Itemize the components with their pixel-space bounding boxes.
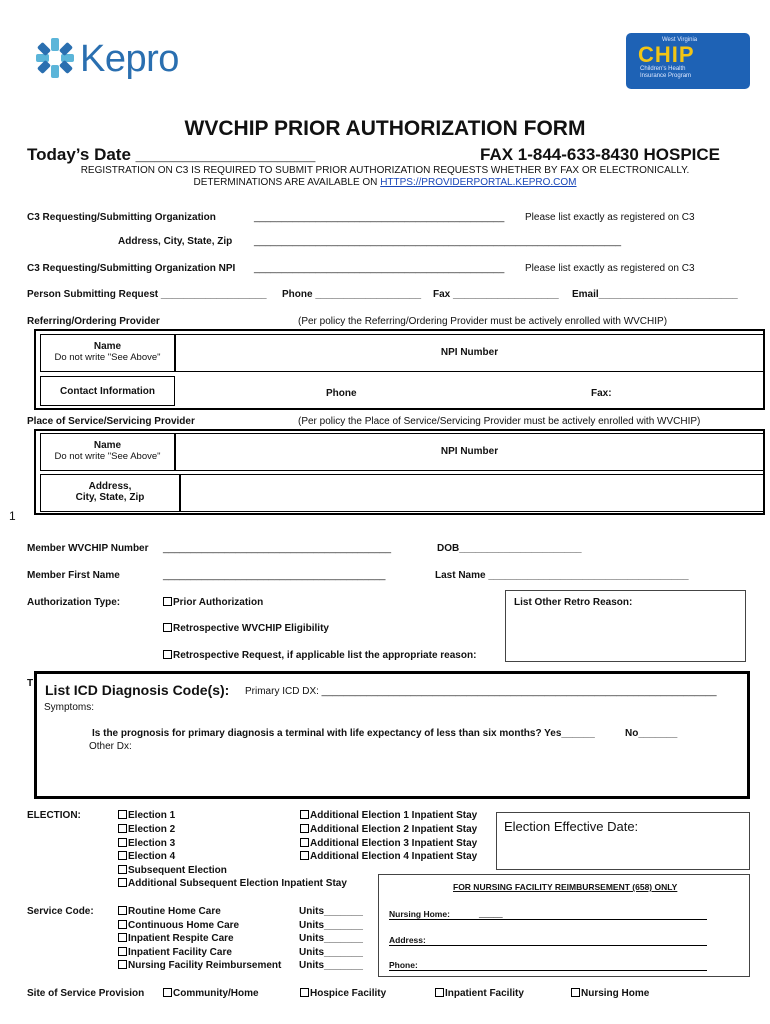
- units-field[interactable]: Units_______: [299, 933, 363, 944]
- additional-election-2[interactable]: [300, 824, 477, 835]
- election-option-label: Election 4: [128, 851, 176, 862]
- referring-name-sub: Do not write "See Above": [54, 352, 161, 363]
- kepro-wordmark: Kepro: [80, 38, 179, 80]
- election-effective-date-label: Election Effective Date:: [504, 819, 639, 834]
- election-option-subsequent[interactable]: [118, 865, 227, 876]
- servicing-name-sub: Do not write "See Above": [54, 451, 161, 462]
- member-first-label: Member First Name: [27, 570, 120, 581]
- member-number-field[interactable]: _________________________________________: [163, 543, 392, 554]
- service-inpatient-respite-care[interactable]: [118, 933, 234, 944]
- page-number: 1: [9, 509, 16, 523]
- site-of-service-label: Site of Service Provision: [27, 988, 145, 999]
- site-inpatient-facility[interactable]: [435, 988, 524, 999]
- nursing-home-underline[interactable]: [389, 919, 707, 920]
- checkbox-icon[interactable]: [118, 933, 127, 942]
- site-option-label: Inpatient Facility: [445, 988, 524, 999]
- nursing-address-underline[interactable]: [389, 945, 707, 946]
- additional-election-4[interactable]: [300, 851, 477, 862]
- additional-election-label: Additional Election 3 Inpatient Stay: [310, 838, 478, 849]
- servicing-npi-label: NPI Number: [440, 446, 499, 457]
- registration-notice: REGISTRATION ON C3 IS REQUIRED TO SUBMIT PRIOR AUTHORIZATION REQUESTS WHETHER BY FAX OR ELECTRONICALLY.: [80, 165, 690, 176]
- service-nursing-facility-reimbursement[interactable]: [118, 960, 281, 971]
- kepro-star-icon: [34, 36, 76, 80]
- service-option-label: Inpatient Respite Care: [128, 933, 234, 944]
- last-name-field[interactable]: Last Name ____________________________________: [435, 570, 689, 581]
- site-option-label: Hospice Facility: [310, 988, 387, 999]
- symptoms-label: Symptoms:: [44, 702, 95, 713]
- chip-logo-top-text: West Virginia: [662, 37, 698, 43]
- service-inpatient-facility-care[interactable]: [118, 947, 232, 958]
- checkbox-icon[interactable]: [118, 878, 127, 887]
- fax-number: FAX 1-844-633-8430 HOSPICE: [480, 145, 721, 164]
- org-label: C3 Requesting/Submitting Organization: [27, 212, 216, 223]
- checkbox-icon[interactable]: [118, 906, 127, 915]
- servicing-address-cell: [40, 474, 180, 512]
- election-option-4[interactable]: [118, 851, 175, 862]
- referring-contact-cell: [40, 376, 175, 406]
- additional-election-label: Additional Election 2 Inpatient Stay: [310, 824, 478, 835]
- referring-npi-label: NPI Number: [440, 347, 499, 358]
- submitter-fax-field[interactable]: Fax ___________________: [433, 289, 559, 300]
- determinations-prefix: DETERMINATIONS ARE AVAILABLE ON: [193, 177, 381, 188]
- referring-phone-label: Phone: [326, 388, 357, 399]
- retro-reason-box[interactable]: [505, 590, 746, 662]
- referring-note: (Per policy the Referring/Ordering Provider must be actively enrolled with WVCHIP): [298, 316, 668, 327]
- org-npi-note: Please list exactly as registered on C3: [525, 263, 695, 274]
- checkbox-icon[interactable]: [118, 851, 127, 860]
- site-hospice-facility[interactable]: [300, 988, 386, 999]
- retro-reason-label: List Other Retro Reason:: [514, 597, 633, 608]
- icd-title: List ICD Diagnosis Code(s):: [45, 682, 230, 698]
- auth-option-prior-label: Prior Authorization: [173, 597, 264, 608]
- site-option-label: Nursing Home: [581, 988, 650, 999]
- additional-election-label: Additional Election 4 Inpatient Stay: [310, 851, 478, 862]
- checkbox-icon[interactable]: [118, 920, 127, 929]
- checkbox-icon[interactable]: [163, 988, 172, 997]
- site-option-label: Community/Home: [173, 988, 259, 999]
- org-npi-field[interactable]: _____________________________________________: [254, 263, 505, 274]
- checkbox-icon[interactable]: [300, 838, 309, 847]
- additional-election-1[interactable]: [300, 810, 477, 821]
- checkbox-icon[interactable]: [300, 810, 309, 819]
- election-option-additional-subsequent[interactable]: [118, 878, 347, 889]
- person-submitting-field[interactable]: Person Submitting Request ___________________: [27, 289, 267, 300]
- org-npi-label: C3 Requesting/Submitting Organization NPI: [27, 263, 236, 274]
- nursing-home-field[interactable]: _____: [479, 908, 503, 918]
- member-first-field[interactable]: ________________________________________: [163, 570, 386, 581]
- icd-diagnosis-box[interactable]: [34, 671, 750, 799]
- units-field[interactable]: Units_______: [299, 947, 363, 958]
- org-field[interactable]: _____________________________________________: [254, 212, 505, 223]
- servicing-address-input[interactable]: [180, 474, 764, 512]
- election-option-label: Subsequent Election: [128, 865, 227, 876]
- checkbox-icon[interactable]: [435, 988, 444, 997]
- election-option-label: Election 3: [128, 838, 176, 849]
- checkbox-icon[interactable]: [163, 650, 172, 659]
- org-note: Please list exactly as registered on C3: [525, 212, 695, 223]
- chip-logo-sub2: Insurance Program: [640, 73, 692, 79]
- primary-icd-field[interactable]: Primary ICD DX: _______________________________________________________________________: [245, 686, 717, 697]
- nursing-facility-box: [378, 874, 750, 977]
- referring-npi-cell[interactable]: [175, 334, 764, 372]
- chip-logo-wordmark: CHIP: [638, 42, 695, 67]
- checkbox-icon[interactable]: [163, 597, 172, 606]
- chip-logo: [626, 33, 750, 89]
- units-field[interactable]: Units_______: [299, 960, 363, 971]
- referring-contact-label: Contact Information: [60, 386, 155, 397]
- referring-label: Referring/Ordering Provider: [27, 316, 160, 327]
- units-field[interactable]: Units_______: [299, 906, 363, 917]
- auth-option-retro-request-label: Retrospective Request, if applicable list the appropriate reason:: [173, 650, 477, 661]
- service-option-label: Nursing Facility Reimbursement: [128, 960, 282, 971]
- election-option-3[interactable]: [118, 838, 175, 849]
- additional-election-label: Additional Election 1 Inpatient Stay: [310, 810, 478, 821]
- member-number-label: Member WVCHIP Number: [27, 543, 149, 554]
- election-option-label: Additional Subsequent Election Inpatient Stay: [128, 878, 347, 889]
- election-effective-date-box[interactable]: [496, 812, 750, 870]
- checkbox-icon[interactable]: [300, 851, 309, 860]
- servicing-address-label: Address,: [88, 481, 132, 492]
- referring-name-label: Name: [93, 341, 122, 352]
- other-dx-label: Other Dx:: [89, 741, 132, 752]
- nursing-facility-title: FOR NURSING FACILITY REIMBURSEMENT (658) ONLY: [453, 882, 678, 892]
- checkbox-icon[interactable]: [300, 824, 309, 833]
- service-option-label: Continuous Home Care: [128, 920, 240, 931]
- service-routine-home-care[interactable]: [118, 906, 221, 917]
- checkbox-icon[interactable]: [118, 960, 127, 969]
- service-option-label: Inpatient Facility Care: [128, 947, 232, 958]
- election-option-label: Election 2: [128, 824, 176, 835]
- servicing-name-cell: [40, 433, 175, 471]
- election-option-label: Election 1: [128, 810, 176, 821]
- checkbox-icon[interactable]: [118, 810, 127, 819]
- referring-fax-label: Fax:: [591, 388, 612, 399]
- determinations-notice: [0, 177, 770, 188]
- submitter-email-field[interactable]: Email_________________________: [572, 289, 738, 300]
- servicing-note: (Per policy the Place of Service/Servicing Provider must be actively enrolled with WVCHIP): [298, 416, 701, 427]
- address-field[interactable]: __________________________________________________________________: [254, 236, 622, 247]
- auth-option-prior[interactable]: [163, 597, 263, 608]
- checkbox-icon[interactable]: [118, 838, 127, 847]
- checkbox-icon[interactable]: [118, 865, 127, 874]
- dob-field[interactable]: DOB______________________: [437, 543, 582, 554]
- stray-letter: T: [27, 678, 34, 689]
- checkbox-icon[interactable]: [300, 988, 309, 997]
- election-option-2[interactable]: [118, 824, 175, 835]
- todays-date-field[interactable]: Today’s Date ___________________: [27, 145, 316, 164]
- site-community-home[interactable]: [163, 988, 259, 999]
- referring-name-cell: [40, 334, 175, 372]
- service-code-label: Service Code:: [27, 906, 94, 917]
- servicing-npi-cell[interactable]: [175, 433, 764, 471]
- servicing-address-label2: City, State, Zip: [75, 492, 145, 503]
- checkbox-icon[interactable]: [118, 947, 127, 956]
- nursing-phone-label: Phone:: [389, 960, 418, 970]
- checkbox-icon[interactable]: [571, 988, 580, 997]
- servicing-name-label: Name: [93, 440, 122, 451]
- additional-election-3[interactable]: [300, 838, 477, 849]
- election-option-1[interactable]: [118, 810, 175, 821]
- chip-logo-sub1: Children's Health: [640, 66, 686, 72]
- auth-option-retro-eligibility-label: Retrospective WVCHIP Eligibility: [173, 623, 329, 634]
- election-label: ELECTION:: [27, 810, 81, 821]
- nursing-address-label: Address:: [389, 935, 426, 945]
- servicing-label: Place of Service/Servicing Provider: [27, 416, 195, 427]
- units-field[interactable]: Units_______: [299, 920, 363, 931]
- submitter-phone-field[interactable]: Phone ___________________: [282, 289, 422, 300]
- service-continuous-home-care[interactable]: [118, 920, 239, 931]
- service-option-label: Routine Home Care: [128, 906, 221, 917]
- checkbox-icon[interactable]: [163, 623, 172, 632]
- auth-option-retro-eligibility[interactable]: [163, 623, 329, 634]
- site-nursing-home[interactable]: [571, 988, 649, 999]
- auth-option-retro-request[interactable]: [163, 650, 476, 661]
- checkbox-icon[interactable]: [118, 824, 127, 833]
- provider-portal-link[interactable]: HTTPS://PROVIDERPORTAL.KEPRO.COM: [380, 177, 577, 188]
- prognosis-no-field[interactable]: No_______: [625, 728, 678, 739]
- auth-type-label: Authorization Type:: [27, 597, 121, 608]
- nursing-phone-underline[interactable]: [389, 970, 707, 971]
- form-title: WVCHIP PRIOR AUTHORIZATION FORM: [184, 117, 586, 140]
- address-label: Address, City, State, Zip: [118, 236, 233, 247]
- nursing-home-label: Nursing Home:: [389, 909, 450, 919]
- prognosis-yes-field[interactable]: Is the prognosis for primary diagnosis a terminal with life expectancy of less than six months? Yes______: [92, 728, 595, 739]
